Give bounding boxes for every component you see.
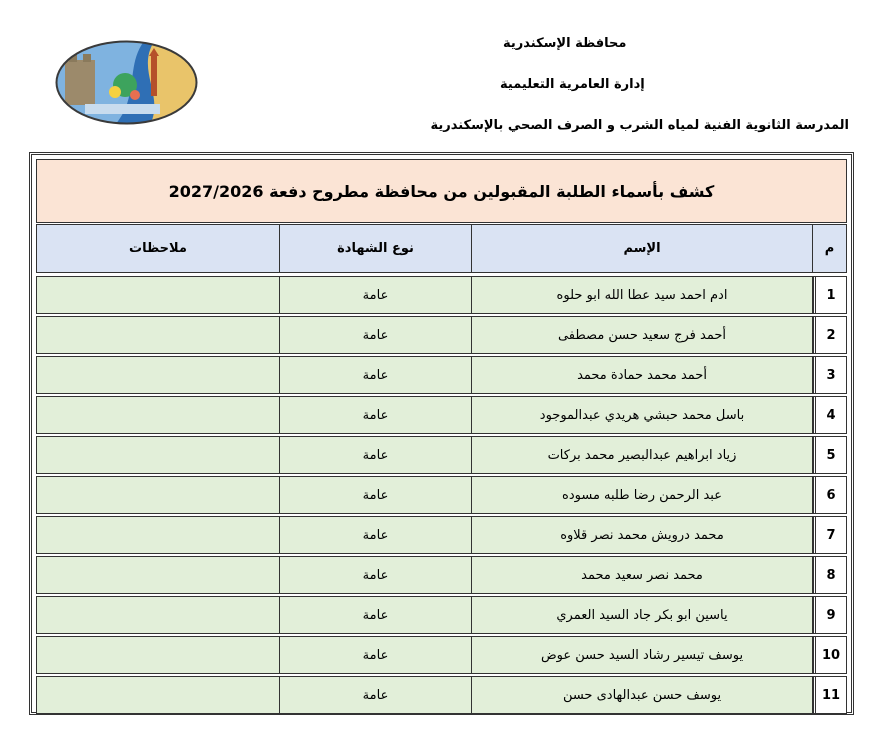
row-number-cell: 5 (813, 437, 846, 473)
notes-cell (37, 517, 280, 553)
row-number-cell: 2 (813, 317, 846, 353)
table-row (36, 596, 847, 634)
student-name-cell: زياد ابراهيم عبدالبصير محمد بركات (472, 437, 813, 473)
notes-cell (37, 317, 280, 353)
certificate-type-cell: عامة (280, 637, 472, 673)
notes-cell (37, 597, 280, 633)
column-header-notes: ملاحظات (37, 225, 280, 272)
table-row (36, 356, 847, 394)
governorate-line: محافظة الإسكندرية (503, 36, 627, 51)
certificate-type-cell: عامة (280, 597, 472, 633)
row-number-cell: 9 (813, 597, 846, 633)
column-header-number: م (824, 241, 835, 256)
student-name-cell: محمد نصر سعيد محمد (472, 557, 813, 593)
certificate-type-cell: عامة (280, 277, 472, 313)
certificate-type-cell: عامة (280, 677, 472, 713)
table-row (36, 516, 847, 554)
certificate-type-cell: عامة (280, 517, 472, 553)
students-table (29, 152, 854, 715)
notes-cell (37, 477, 280, 513)
student-name-cell: ادم احمد سيد عطا الله ابو حلوه (472, 277, 813, 313)
administration-line: إدارة العامرية التعليمية (500, 77, 645, 92)
certificate-type-cell: عامة (280, 357, 472, 393)
certificate-type-cell: عامة (280, 437, 472, 473)
column-header-name: الإسم (472, 225, 813, 272)
certificate-type-cell: عامة (280, 477, 472, 513)
student-name-cell: باسل محمد حبشي هريدي عبدالموجود (472, 397, 813, 433)
table-row (36, 436, 847, 474)
notes-cell (37, 677, 280, 713)
row-number-cell: 10 (813, 637, 846, 673)
table-row (36, 476, 847, 514)
table-row (36, 276, 847, 314)
school-name-line: المدرسة الثانوية الفنية لمياه الشرب و الصرف الصحي بالإسكندرية (430, 118, 849, 133)
row-number-cell: 1 (813, 277, 846, 313)
student-name-cell: ياسين ابو بكر جاد السيد العمري (472, 597, 813, 633)
table-title: كشف بأسماء الطلبة المقبولين من محافظة مطروح دفعة 2027/2026 (36, 159, 847, 223)
table-row (36, 556, 847, 594)
certificate-type-cell: عامة (280, 557, 472, 593)
row-number-cell: 8 (813, 557, 846, 593)
student-name-cell: أحمد محمد حمادة محمد (472, 357, 813, 393)
table-header-row (36, 224, 847, 273)
notes-cell (37, 357, 280, 393)
row-number-cell: 3 (813, 357, 846, 393)
student-name-cell: يوسف تيسير رشاد السيد حسن عوض (472, 637, 813, 673)
table-row (36, 316, 847, 354)
notes-cell (37, 397, 280, 433)
table-row (36, 676, 847, 714)
student-name-cell: عبد الرحمن رضا طلبه مسوده (472, 477, 813, 513)
table-row (36, 636, 847, 674)
certificate-type-cell: عامة (280, 397, 472, 433)
notes-cell (37, 277, 280, 313)
table-row (36, 396, 847, 434)
row-number-cell: 11 (813, 677, 846, 713)
notes-cell (37, 437, 280, 473)
column-header-certificate-type: نوع الشهادة (280, 225, 472, 272)
student-name-cell: محمد درويش محمد نصر قلاوه (472, 517, 813, 553)
row-number-cell: 4 (813, 397, 846, 433)
certificate-type-cell: عامة (280, 317, 472, 353)
notes-cell (37, 637, 280, 673)
student-name-cell: يوسف حسن عبدالهادى حسن (472, 677, 813, 713)
row-number-cell: 7 (813, 517, 846, 553)
notes-cell (37, 557, 280, 593)
school-logo (55, 40, 198, 125)
row-number-cell: 6 (813, 477, 846, 513)
student-name-cell: أحمد فرج سعيد حسن مصطفى (472, 317, 813, 353)
